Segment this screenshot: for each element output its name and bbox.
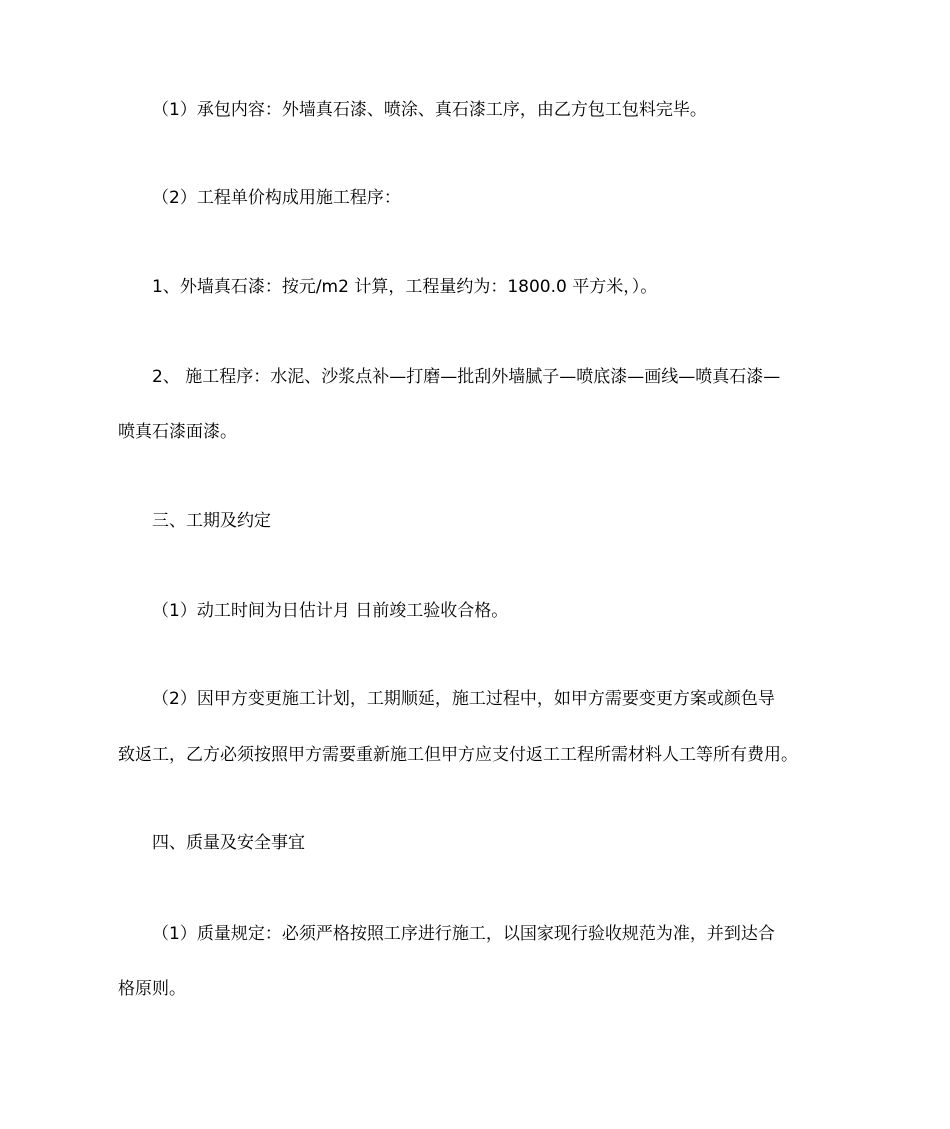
paragraph-quality-rules-line1: （1）质量规定：必须严格按照工序进行施工，以国家现行验收规范为准，并到达合	[152, 924, 775, 944]
paragraph-start-time: （1）动工时间为日估计月 日前竣工验收合格。	[152, 601, 509, 621]
paragraph-change-plan-line2: 致返工，乙方必须按照甲方需要重新施工但甲方应支付返工工程所需材料人工等所有费用。	[118, 745, 798, 765]
paragraph-unit-price: （2）工程单价构成用施工程序：	[152, 188, 401, 208]
paragraph-change-plan-line1: （2）因甲方变更施工计划，工期顺延，施工过程中，如甲方需要变更方案或颜色导	[152, 689, 775, 709]
paragraph-construction-procedure-line1: 2、 施工程序：水泥、沙浆点补—打磨—批刮外墙腻子—喷底漆—画线—喷真石漆—	[152, 367, 781, 387]
paragraph-construction-procedure-line2: 喷真石漆面漆。	[118, 422, 237, 442]
section-heading-quality-safety: 四、质量及安全事宜	[152, 833, 305, 853]
section-heading-schedule: 三、工期及约定	[152, 511, 271, 531]
paragraph-exterior-wall-paint: 1、外墙真石漆：按元/m2 计算，工程量约为：1800.0 平方米，）。	[152, 277, 658, 297]
paragraph-contract-content: （1）承包内容：外墙真石漆、喷涂、真石漆工序，由乙方包工包料完毕。	[152, 100, 707, 120]
paragraph-quality-rules-line2: 格原则。	[118, 979, 186, 999]
